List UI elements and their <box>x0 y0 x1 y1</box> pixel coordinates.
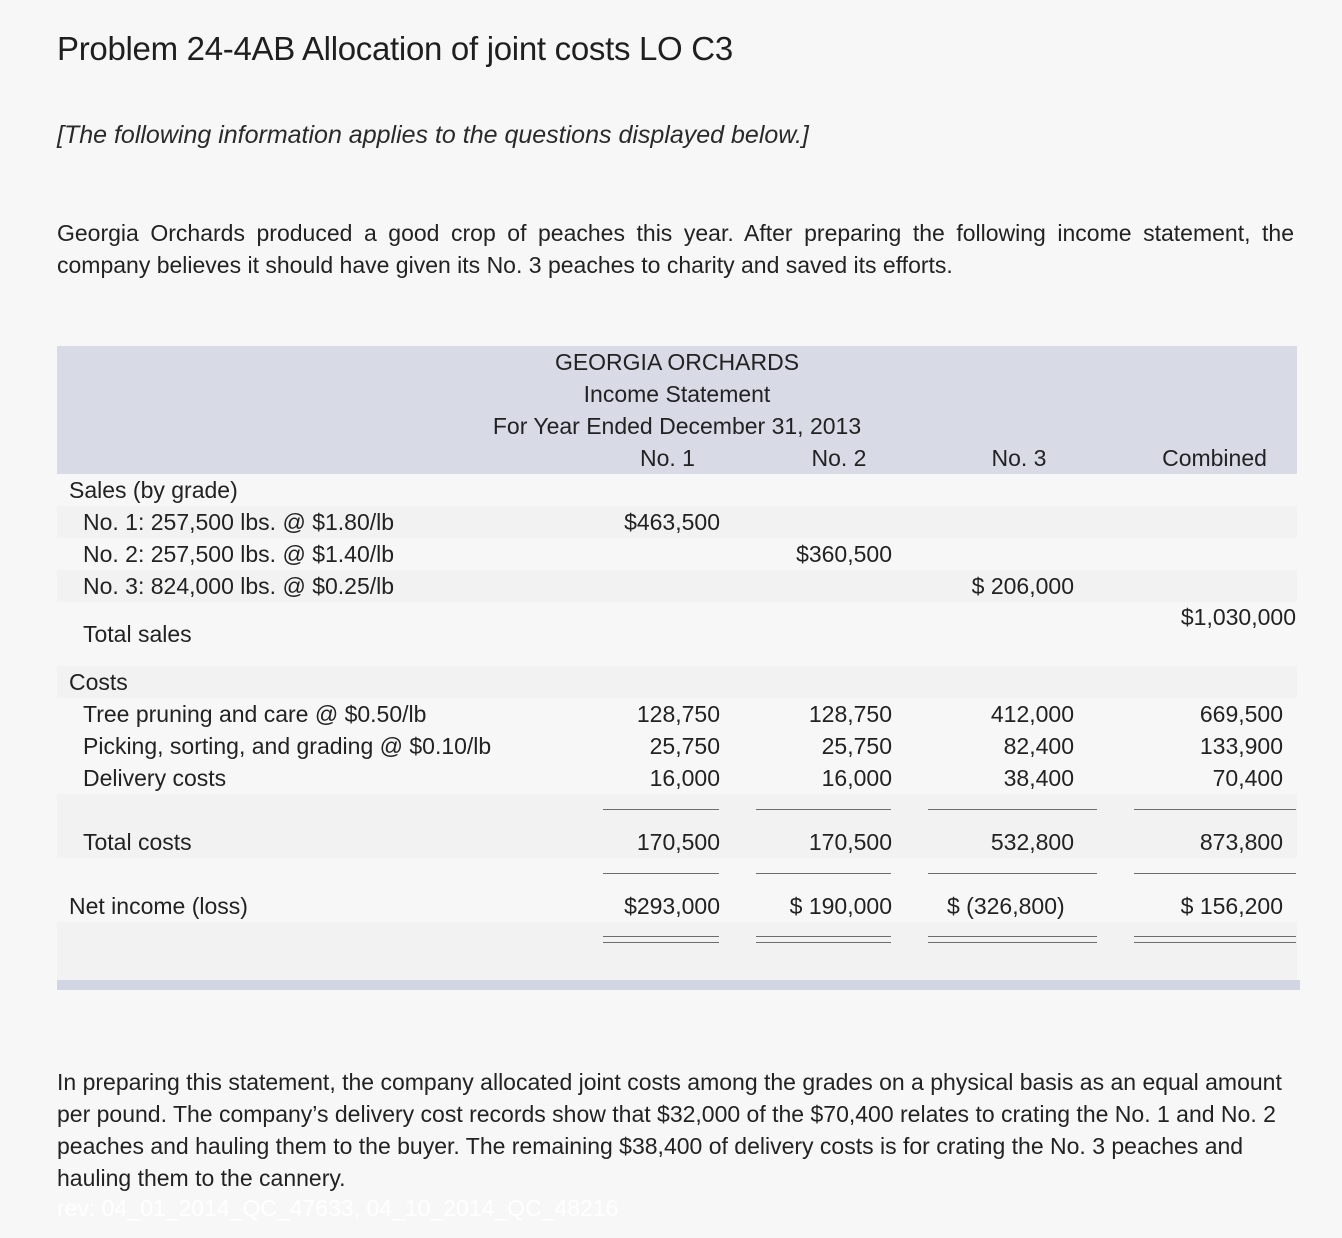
cost-value: 25,750 <box>649 733 720 759</box>
underline <box>603 809 719 810</box>
cost-value: 133,900 <box>1199 733 1283 759</box>
underline <box>928 809 1097 810</box>
total-sales-label: Total sales <box>83 621 192 647</box>
cost-value: 70,400 <box>1212 765 1283 791</box>
sales-line-label: No. 1: 257,500 lbs. @ $1.80/lb <box>83 509 395 535</box>
double-underline <box>603 942 719 943</box>
underline <box>756 809 891 810</box>
net-income-value: $ 190,000 <box>789 893 892 919</box>
column-header-no1: No. 1 <box>640 445 695 471</box>
cost-value: 412,000 <box>990 701 1074 727</box>
total-cost-value: 170,500 <box>636 829 720 855</box>
underline <box>603 873 719 874</box>
underline <box>1134 809 1296 810</box>
closing-paragraph: In preparing this statement, the company allocated joint costs among the grades on a physical basis as an equal amount per pound. The company’s delivery cost records show that $32,000 of the $70,400 relates to crating the No. 1 and No. 2 peaches and hauling them to the buyer. The remaining $38,400 of delivery costs is for crating the No. 3 peaches and hauling them to the cannery. <box>57 1069 1282 1191</box>
total-cost-value: 170,500 <box>808 829 892 855</box>
cost-value: 16,000 <box>649 765 720 791</box>
total-cost-value: 873,800 <box>1199 829 1283 855</box>
statement-period: For Year Ended December 31, 2013 <box>492 413 862 439</box>
sales-line-label: No. 3: 824,000 lbs. @ $0.25/lb <box>83 573 395 599</box>
cost-value: 128,750 <box>636 701 720 727</box>
statement-name: Income Statement <box>583 381 771 407</box>
double-underline <box>928 936 1097 937</box>
net-income-label: Net income (loss) <box>69 893 248 919</box>
cost-value: 16,000 <box>821 765 892 791</box>
double-underline <box>603 936 719 937</box>
total-costs-label: Total costs <box>83 829 192 855</box>
underline <box>928 873 1097 874</box>
total-sales-value: $1,030,000 <box>1180 604 1296 630</box>
column-header-no3: No. 3 <box>991 445 1047 471</box>
underline <box>756 873 891 874</box>
double-underline <box>756 942 891 943</box>
double-underline <box>1134 942 1296 943</box>
net-income-value: $ (326,800) <box>947 893 1065 919</box>
column-header-combined: Combined <box>1162 445 1267 471</box>
income-statement <box>57 346 1300 990</box>
cost-value: 82,400 <box>1003 733 1074 759</box>
cost-line-label: Picking, sorting, and grading @ $0.10/lb <box>83 733 492 759</box>
net-income-value: $293,000 <box>624 893 720 919</box>
intro-paragraph: Georgia Orchards produced a good crop of peaches this year. After preparing the following income statement, the company believes it should have given its No. 3 peaches to charity and saved its efforts. <box>57 220 1294 278</box>
revision-code: rev: 04_01_2014_QC_47633, 04_10_2014_QC_48216 <box>57 1195 619 1221</box>
sales-value-no2: $360,500 <box>796 541 892 567</box>
double-underline <box>756 936 891 937</box>
double-underline <box>928 942 1097 943</box>
column-header-no2: No. 2 <box>811 445 867 471</box>
cost-value: 128,750 <box>808 701 892 727</box>
cost-line-label: Delivery costs <box>83 765 227 791</box>
underline <box>1134 873 1296 874</box>
sales-heading: Sales (by grade) <box>69 477 238 503</box>
total-cost-value: 532,800 <box>990 829 1074 855</box>
statement-bottom-band <box>57 980 1300 990</box>
info-note: [The following information applies to the questions displayed below.] <box>57 121 809 149</box>
page-title: Problem 24-4AB Allocation of joint costs LO C3 <box>57 30 733 67</box>
net-income-value: $ 156,200 <box>1180 893 1283 919</box>
cost-value: 25,750 <box>821 733 892 759</box>
cost-value: 38,400 <box>1003 765 1074 791</box>
double-underline <box>1134 936 1296 937</box>
sales-value-no3: $ 206,000 <box>971 573 1074 599</box>
sales-line-label: No. 2: 257,500 lbs. @ $1.40/lb <box>83 541 395 567</box>
sales-value-no1: $463,500 <box>624 509 720 535</box>
cost-value: 669,500 <box>1199 701 1283 727</box>
cost-line-label: Tree pruning and care @ $0.50/lb <box>83 701 427 727</box>
company-name: GEORGIA ORCHARDS <box>554 349 800 375</box>
costs-heading: Costs <box>69 669 128 695</box>
